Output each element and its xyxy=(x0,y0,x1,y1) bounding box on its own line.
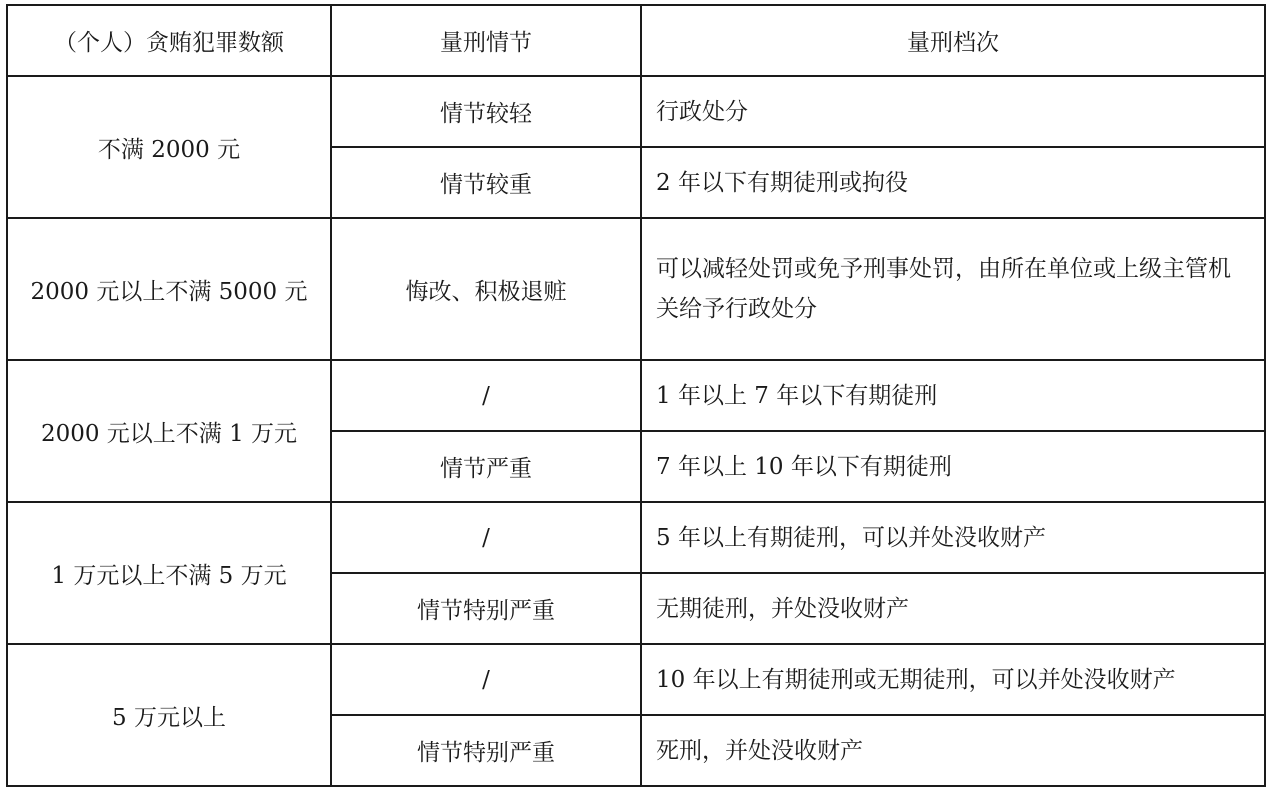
header-amount: （个人）贪贿犯罪数额 xyxy=(7,5,331,76)
penalty-cell: 死刑，并处没收财产 xyxy=(641,715,1265,786)
penalty-cell: 可以减轻处罚或免予刑事处罚，由所在单位或上级主管机关给予行政处分 xyxy=(641,218,1265,360)
amount-cell: 5 万元以上 xyxy=(7,644,331,786)
circumstance-cell: 悔改、积极退赃 xyxy=(331,218,641,360)
amount-cell: 2000 元以上不满 1 万元 xyxy=(7,360,331,502)
amount-cell: 1 万元以上不满 5 万元 xyxy=(7,502,331,644)
amount-cell: 2000 元以上不满 5000 元 xyxy=(7,218,331,360)
amount-cell: 不满 2000 元 xyxy=(7,76,331,218)
table-row xyxy=(7,218,1265,360)
penalty-cell: 2 年以下有期徒刑或拘役 xyxy=(641,147,1265,218)
circumstance-cell: / xyxy=(331,360,641,431)
circumstance-cell: 情节特别严重 xyxy=(331,573,641,644)
table-row xyxy=(7,644,1265,715)
circumstance-cell: 情节严重 xyxy=(331,431,641,502)
header-circumstance: 量刑情节 xyxy=(331,5,641,76)
penalty-cell: 行政处分 xyxy=(641,76,1265,147)
document-page xyxy=(6,4,1264,786)
penalty-cell: 无期徒刑，并处没收财产 xyxy=(641,573,1265,644)
table-row xyxy=(7,76,1265,147)
table-header-row xyxy=(7,5,1265,76)
header-penalty: 量刑档次 xyxy=(641,5,1265,76)
circumstance-cell: / xyxy=(331,644,641,715)
circumstance-cell: 情节较重 xyxy=(331,147,641,218)
penalty-cell: 7 年以上 10 年以下有期徒刑 xyxy=(641,431,1265,502)
table-row xyxy=(7,360,1265,431)
penalty-cell: 5 年以上有期徒刑，可以并处没收财产 xyxy=(641,502,1265,573)
circumstance-cell: / xyxy=(331,502,641,573)
sentencing-table xyxy=(6,4,1266,787)
penalty-cell: 1 年以上 7 年以下有期徒刑 xyxy=(641,360,1265,431)
circumstance-cell: 情节较轻 xyxy=(331,76,641,147)
table-row xyxy=(7,502,1265,573)
circumstance-cell: 情节特别严重 xyxy=(331,715,641,786)
penalty-cell: 10 年以上有期徒刑或无期徒刑，可以并处没收财产 xyxy=(641,644,1265,715)
